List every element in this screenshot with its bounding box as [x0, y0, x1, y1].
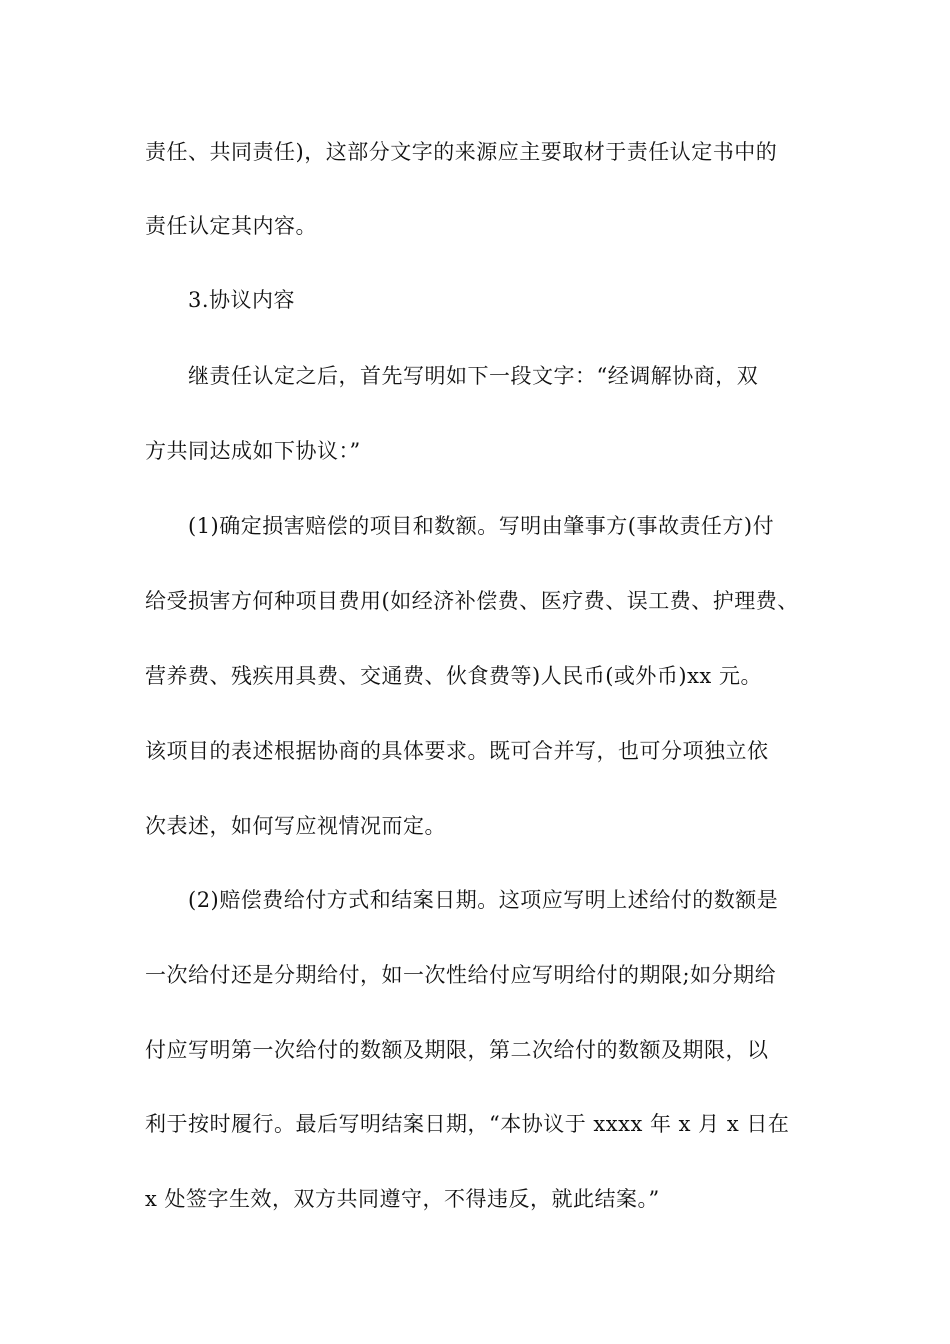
text-line: x 处签字生效，双方共同遵守，不得违反，就此结案。”: [145, 1187, 660, 1211]
section-heading: 3.协议内容: [188, 288, 296, 312]
text-line: 一次给付还是分期给付，如一次性给付应写明给付的期限;如分期给: [145, 963, 777, 987]
text-line: 继责任认定之后，首先写明如下一段文字：“经调解协商，双: [188, 364, 759, 388]
text-line: 责任、共同责任)，这部分文字的来源应主要取材于责任认定书中的: [145, 140, 778, 164]
text-line: 付应写明第一次给付的数额及期限，第二次给付的数额及期限，以: [145, 1038, 769, 1062]
text-line: 该项目的表述根据协商的具体要求。既可合并写，也可分项独立依: [145, 739, 769, 763]
text-line: 方共同达成如下协议：”: [145, 439, 361, 463]
text-line: 利于按时履行。最后写明结案日期，“本协议于 xxxx 年 x 月 x 日在: [145, 1112, 790, 1136]
text-line: 给受损害方何种项目费用(如经济补偿费、医疗费、误工费、护理费、: [145, 589, 799, 613]
text-line: 营养费、残疾用具费、交通费、伙食费等)人民币(或外币)xx 元。: [145, 664, 762, 688]
text-line: (2)赔偿费给付方式和结案日期。这项应写明上述给付的数额是: [188, 888, 779, 912]
text-line: (1)确定损害赔偿的项目和数额。写明由肇事方(事故责任方)付: [188, 514, 775, 538]
text-line: 责任认定其内容。: [145, 214, 317, 238]
text-line: 次表述，如何写应视情况而定。: [145, 814, 446, 838]
